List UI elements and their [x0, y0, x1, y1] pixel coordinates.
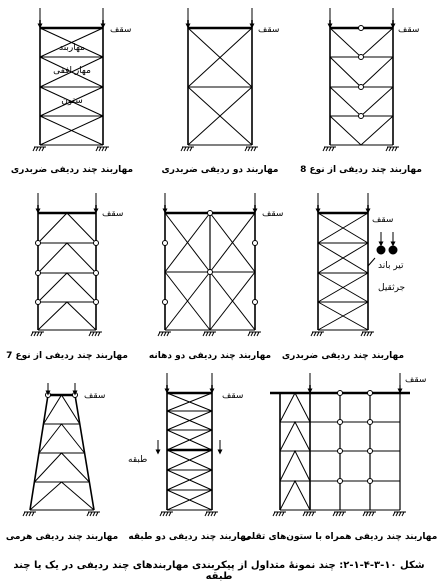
caption-r1-left: مهاربند چند ردیفی ضربدری — [10, 165, 134, 175]
label-ceiling-r1-right: سقف — [398, 25, 420, 35]
frame-r2-left — [31, 193, 102, 336]
caption-r2-mid: مهاربند چند ردیفی دو دهانه — [148, 351, 272, 361]
caption-r3-mid: مهاربند چند ردیفی دو طبقه — [128, 532, 252, 542]
figure-caption: شکل ۱۰-۳-۴-۱-۲: چند نمونهٔ متداول از پیکربندی مهاربندهای چند ردیفی در یک یا چند طبقه — [13, 560, 425, 582]
label-ceiling-r2-right: سقف — [372, 215, 394, 225]
label-tie-beam: تیر باند — [378, 261, 404, 271]
label-ceiling-r2-mid: سقف — [262, 209, 284, 219]
label-ceiling-r3-left: سقف — [84, 391, 106, 401]
label-ceiling-r3-right: سقف — [405, 375, 427, 385]
label-horizontal-brace: مهار افقی — [53, 66, 91, 76]
label-counterweight: جرثقیل — [378, 283, 406, 293]
label-column: ستون — [61, 96, 83, 106]
label-ceiling-r1-mid: سقف — [258, 25, 280, 35]
label-ceiling-r2-left: سقف — [102, 209, 124, 219]
caption-r2-left: مهاربند چند ردیفی از نوع 7 — [6, 351, 128, 361]
caption-r2-right: مهاربند چند ردیفی ضربدری — [281, 351, 405, 361]
frame-r1-right — [323, 8, 399, 151]
label-brace: مهاربند — [58, 43, 86, 53]
frame-r1-mid — [181, 8, 258, 151]
caption-r3-right: مهاربند چند ردیفی همراه با ستون‌های تقلی — [242, 532, 438, 542]
label-ceiling-r1-left: سقف — [110, 25, 132, 35]
frame-r2-mid — [158, 193, 261, 336]
label-story: طبقه — [128, 455, 148, 465]
caption-r1-right: مهاربند چند ردیفی از نوع 8 — [300, 165, 422, 175]
caption-r1-mid: مهاربند دو ردیفی ضربدری — [161, 165, 279, 175]
label-ceiling-r3-mid: سقف — [222, 391, 244, 401]
frame-r3-mid — [158, 373, 220, 516]
frame-r3-right — [270, 373, 410, 516]
caption-r3-left: مهاربند چند ردیفی هرمی — [5, 532, 119, 542]
frame-r1-left — [33, 8, 109, 151]
frame-r3-left — [23, 383, 100, 516]
